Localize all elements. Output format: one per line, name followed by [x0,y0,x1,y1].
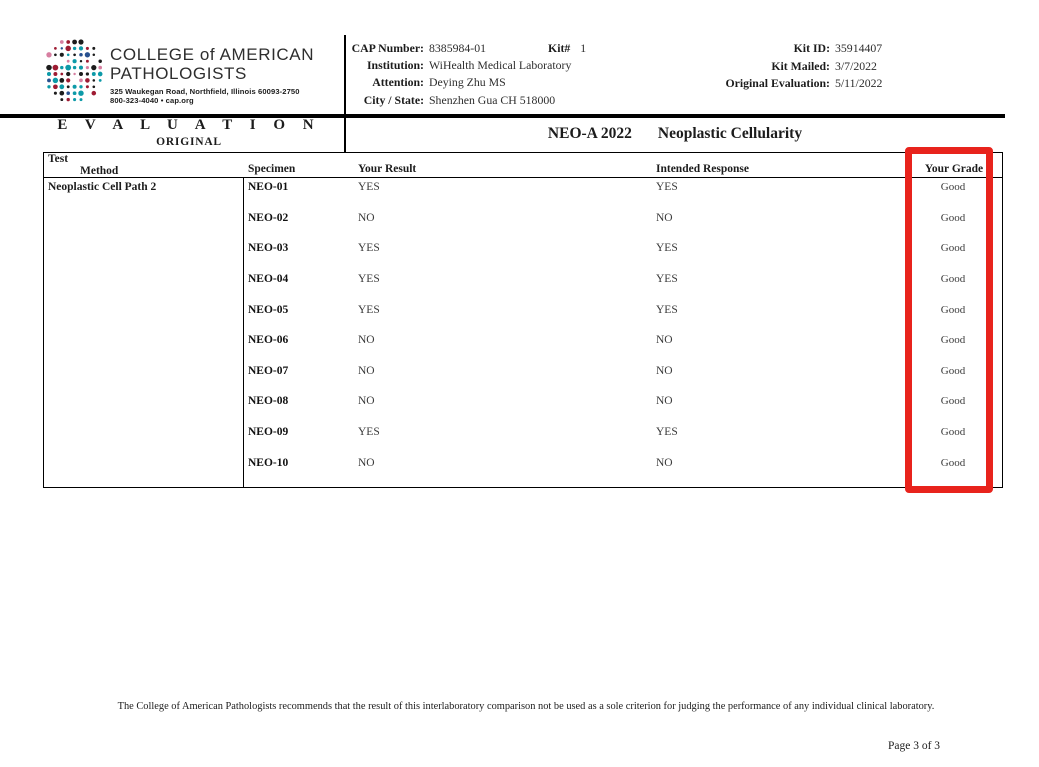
program-name: Neoplastic Cellularity [657,125,803,142]
table-row [244,331,1003,362]
city-state-value: Shenzhen Gua CH 518000 [429,92,556,107]
city-state-label: City / State: [363,92,424,107]
evaluation-subtitle: ORIGINAL [156,136,222,148]
your-result-cell: NO [358,334,375,347]
kit-mailed-value: 3/7/2022 [835,58,877,73]
kit-id-value: 35914407 [835,41,883,55]
intended-response-cell: NO [656,456,673,469]
institution-value: WiHealth Medical Laboratory [429,58,572,73]
original-evaluation-label: Original Evaluation: [725,76,830,91]
your-grade-cell: Good [940,181,966,193]
intended-response-cell: YES [656,426,678,439]
specimen-cell: NEO-01 [248,181,289,193]
table-row [244,178,1003,209]
results-table [43,152,1003,488]
intended-response-cell: NO [656,211,673,224]
intended-response-cell: YES [656,272,678,285]
your-result-cell: YES [358,181,380,193]
your-result-cell: NO [358,395,375,408]
specimen-cell: NEO-10 [248,456,289,469]
your-grade-cell: Good [940,242,966,255]
evaluation-title: E V A L U A T I O N [57,117,321,133]
specimen-cell: NEO-08 [248,395,289,408]
header-specimen: Specimen [248,163,296,175]
cap-logo-dots-icon [44,38,108,106]
table-row [244,454,1003,485]
specimen-cell: NEO-03 [248,242,289,255]
evaluation-heading [43,117,335,148]
cap-number-label: CAP Number: [351,41,424,55]
specimen-cell: NEO-04 [248,272,289,285]
method-column [44,178,244,488]
page-number: Page 3 of 3 [888,740,941,752]
specimen-cell: NEO-05 [248,303,289,316]
table-row [244,270,1003,301]
intended-response-cell: NO [656,395,673,408]
org-name-line2: PATHOLOGISTS [110,64,247,83]
kit-number-value: 1 [580,41,587,55]
intended-response-cell: YES [656,181,678,193]
your-result-cell: YES [358,303,380,316]
your-result-cell: YES [358,426,380,439]
kit-info-block [688,40,882,93]
cap-number-value: 8385984-01 [429,41,487,55]
org-name-line1: COLLEGE of AMERICAN [110,45,315,64]
your-grade-cell: Good [940,364,966,377]
your-result-cell: YES [358,242,380,255]
your-grade-cell: Good [940,456,966,469]
table-row [244,239,1003,270]
your-grade-cell: Good [940,334,966,347]
specimen-cell: NEO-02 [248,211,289,224]
kit-id-label: Kit ID: [793,41,830,55]
your-grade-cell: Good [940,211,966,224]
header-your-result: Your Result [358,163,417,175]
intended-response-cell: NO [656,334,673,347]
intended-response-cell: YES [656,242,678,255]
method-name: Neoplastic Cell Path 2 [48,181,157,193]
org-phone-web: 800-323-4040 • cap.org [110,96,194,105]
table-row [244,423,1003,454]
specimen-cell: NEO-09 [248,426,289,439]
header-your-grade: Your Grade [924,163,984,175]
attention-value: Deying Zhu MS [429,75,506,90]
intended-response-cell: YES [656,303,678,316]
your-grade-cell: Good [940,426,966,439]
your-grade-cell: Good [940,272,966,285]
header-test-method [44,153,244,177]
table-row [244,362,1003,393]
kit-number-label: Kit# [548,41,571,55]
specimen-cell: NEO-06 [248,334,289,347]
institution-label: Institution: [366,58,424,73]
table-rows [244,178,1003,488]
table-row [244,392,1003,423]
header-intended-response: Intended Response [656,163,749,175]
kit-mailed-label: Kit Mailed: [771,58,830,73]
table-header-row [44,153,1002,178]
report-title [345,125,1005,143]
header-test: Test [48,153,69,165]
header-method: Method [80,165,119,177]
disclaimer-text: The College of American Pathologists recommends that the result of this interlaboratory comparison not be used as a sole criterion for judging the performance of any individual clinical laboratory. [117,701,935,712]
your-result-cell: YES [358,272,380,285]
original-evaluation-value: 5/11/2022 [835,76,883,91]
table-row [244,301,1003,332]
your-result-cell: NO [358,456,375,469]
attention-label: Attention: [372,75,424,90]
your-result-cell: NO [358,211,375,224]
your-result-cell: NO [358,364,375,377]
cap-logo-wordmark [110,45,314,105]
table-row [244,209,1003,240]
your-grade-cell: Good [940,395,966,408]
program-code: NEO-A 2022 [547,125,632,142]
specimen-cell: NEO-07 [248,364,289,377]
recipient-block [348,40,586,109]
your-grade-cell: Good [940,303,966,316]
org-address: 325 Waukegan Road, Northfield, Illinois 60093-2750 [110,87,300,96]
intended-response-cell: NO [656,364,673,377]
